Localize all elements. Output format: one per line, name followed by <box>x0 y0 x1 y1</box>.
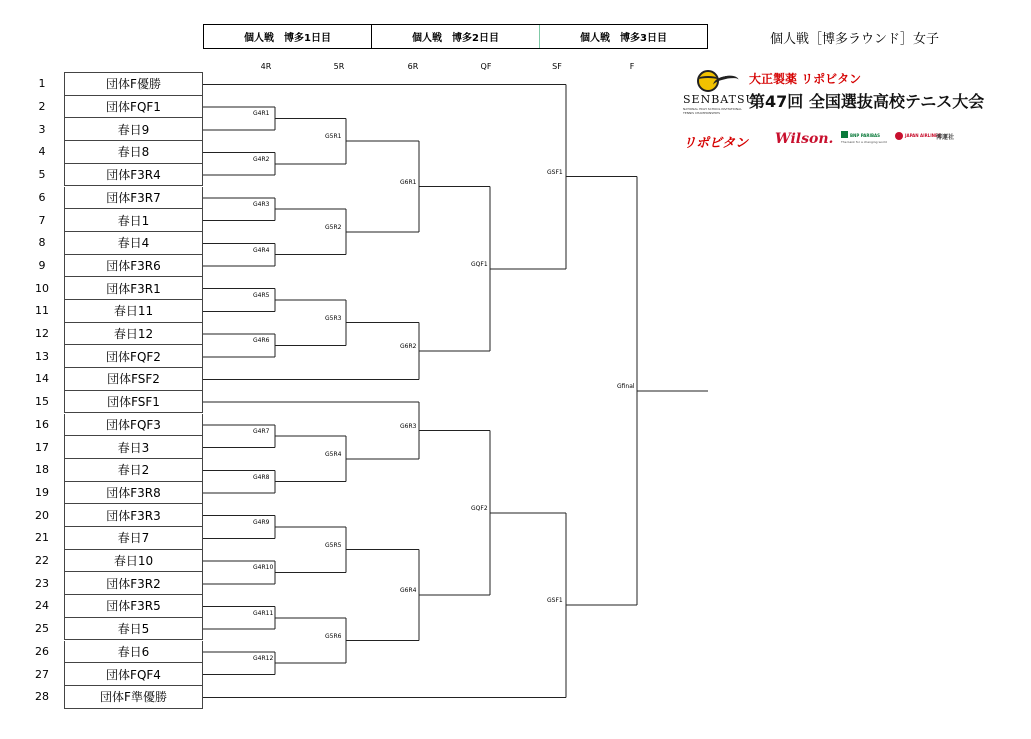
match-label-gfinal: Gfinal <box>617 382 635 390</box>
match-label-g4r7: G4R7 <box>253 428 270 436</box>
brand-subtitle: NATIONAL HIGH SCHOOL INVITATIONAL TENNIS CHAMPIONSHIPS <box>683 107 742 115</box>
seed-number: 3 <box>38 122 46 136</box>
seed-number: 19 <box>35 485 49 499</box>
sponsor-bnp-tagline: The bank for a changing world <box>841 140 887 144</box>
seed-number: 15 <box>35 395 49 409</box>
match-label-gsf_top: GSF1 <box>547 168 563 176</box>
entry-name: 春日7 <box>64 527 203 550</box>
entry-name: 春日3 <box>64 436 203 459</box>
entry-name: 団体F3R7 <box>64 187 203 210</box>
entry-name: 団体FQF3 <box>64 414 203 437</box>
seed-number: 18 <box>35 463 49 477</box>
bnp-stars-icon <box>841 131 848 138</box>
sponsor-bnp: BNP PARIBAS <box>850 133 880 138</box>
event-title: 個人戦［博多ラウンド］女子 <box>770 32 940 47</box>
round-label-qf: QF <box>480 62 492 71</box>
entry-name: 団体F3R5 <box>64 595 203 618</box>
match-label-g4r11: G4R11 <box>253 609 274 617</box>
entry-name: 春日11 <box>64 300 203 323</box>
match-label-g4r1: G4R1 <box>253 110 270 118</box>
match-label-gqf2: GQF2 <box>471 504 488 512</box>
match-label-g4r6: G4R6 <box>253 337 270 345</box>
match-label-g4r12: G4R12 <box>253 655 274 663</box>
seed-number: 28 <box>35 690 49 704</box>
seed-number: 1 <box>38 77 46 91</box>
entry-name: 団体F準優勝 <box>64 686 203 709</box>
seed-number: 13 <box>35 349 49 363</box>
match-label-g4r10: G4R10 <box>253 564 274 572</box>
entry-name: 団体F優勝 <box>64 72 203 96</box>
entry-name: 団体F3R6 <box>64 255 203 278</box>
match-label-g6r4: G6R4 <box>400 587 417 595</box>
sponsor-wilson: Wilson. <box>775 131 834 147</box>
sponsor-jal: JAPAN AIRLINES <box>905 133 941 138</box>
entry-name: 春日2 <box>64 459 203 482</box>
match-label-gqf1: GQF1 <box>471 260 488 268</box>
entry-name: 春日6 <box>64 641 203 664</box>
round-label-4r: 4R <box>260 62 272 71</box>
match-label-gsf_bottom: GSF1 <box>547 597 563 605</box>
jal-crane-icon <box>895 132 903 140</box>
tournament-logo <box>683 68 985 153</box>
match-label-g4r3: G4R3 <box>253 201 270 209</box>
seed-number: 16 <box>35 417 49 431</box>
day-2-header: 個人戦 博多2日目 <box>372 25 540 48</box>
entry-name: 団体FQF1 <box>64 96 203 119</box>
title-sponsor: 大正製薬 リポビタン <box>749 72 862 86</box>
seed-number: 9 <box>38 258 46 272</box>
match-label-g5r1: G5R1 <box>325 133 342 141</box>
match-label-g6r2: G6R2 <box>400 343 417 351</box>
seed-number: 23 <box>35 576 49 590</box>
seed-number: 2 <box>38 100 46 114</box>
seed-number: 8 <box>38 236 46 250</box>
seed-number: 6 <box>38 190 46 204</box>
seed-number: 17 <box>35 440 49 454</box>
match-label-g4r4: G4R4 <box>253 246 270 254</box>
entry-name: 団体FQF4 <box>64 663 203 686</box>
seed-number: 24 <box>35 599 49 613</box>
entry-name: 団体F3R1 <box>64 277 203 300</box>
seed-number: 22 <box>35 554 49 568</box>
entry-name: 春日4 <box>64 232 203 255</box>
entry-name: 春日9 <box>64 118 203 141</box>
sponsor-row <box>683 128 975 150</box>
match-label-g6r1: G6R1 <box>400 178 417 186</box>
seed-number: 20 <box>35 508 49 522</box>
match-label-g6r3: G6R3 <box>400 422 417 430</box>
match-label-g5r4: G5R4 <box>325 450 342 458</box>
seed-number: 26 <box>35 644 49 658</box>
round-label-6r: 6R <box>407 62 419 71</box>
match-label-g5r6: G5R6 <box>325 632 342 640</box>
sponsor-hakata: 博運社 <box>936 134 955 141</box>
seed-number: 10 <box>35 281 49 295</box>
entry-name: 春日5 <box>64 618 203 641</box>
entry-name: 団体FSF1 <box>64 391 203 414</box>
match-label-g5r5: G5R5 <box>325 541 342 549</box>
sponsor-lipovitan: リポビタン <box>683 136 749 151</box>
entry-name: 団体F3R4 <box>64 164 203 187</box>
seed-number: 7 <box>38 213 46 227</box>
tournament-name: 第47回 全国選抜高校テニス大会 <box>749 92 985 111</box>
match-label-g5r2: G5R2 <box>325 223 342 231</box>
match-label-g4r8: G4R8 <box>253 473 270 481</box>
match-label-g4r2: G4R2 <box>253 155 270 163</box>
seed-number: 25 <box>35 622 49 636</box>
seed-number: 21 <box>35 531 49 545</box>
entry-name: 団体FSF2 <box>64 368 203 391</box>
match-label-g4r5: G4R5 <box>253 292 270 299</box>
match-label-g5r3: G5R3 <box>325 314 342 322</box>
entry-name: 団体F3R2 <box>64 572 203 595</box>
seed-number: 27 <box>35 667 49 681</box>
round-label-sf: SF <box>552 62 562 71</box>
brand-name: SENBATSU <box>683 93 756 106</box>
entry-name: 春日12 <box>64 323 203 346</box>
seed-number: 12 <box>35 327 49 341</box>
match-label-g4r9: G4R9 <box>253 519 270 526</box>
entry-name: 春日10 <box>64 550 203 573</box>
entry-name: 団体F3R3 <box>64 504 203 527</box>
seed-number: 14 <box>35 372 49 386</box>
entry-name: 団体F3R8 <box>64 482 203 505</box>
round-label-5r: 5R <box>333 62 345 71</box>
seed-number: 4 <box>38 145 46 159</box>
seed-number: 11 <box>35 304 49 318</box>
day-3-header: 個人戦 博多3日目 <box>580 33 667 44</box>
entry-name: 春日8 <box>64 141 203 164</box>
entry-name: 団体FQF2 <box>64 345 203 368</box>
day-1-header: 個人戦 博多1日目 <box>204 25 372 48</box>
round-label-f: F <box>629 62 635 71</box>
entry-name: 春日1 <box>64 209 203 232</box>
seed-number: 5 <box>38 168 46 182</box>
